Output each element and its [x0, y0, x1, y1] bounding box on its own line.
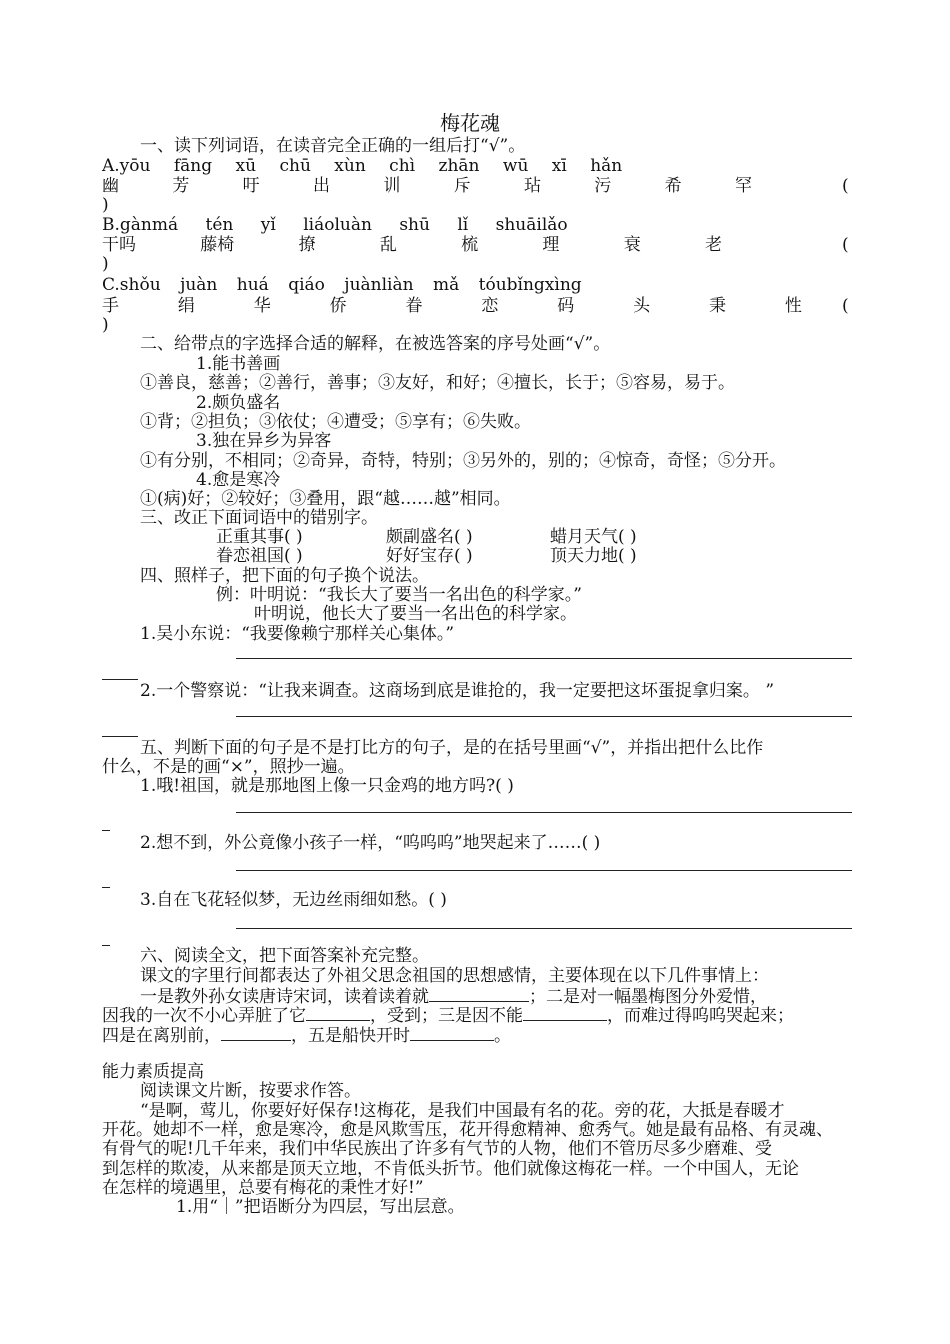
word: 眷	[405, 296, 423, 316]
question-5-1: 1.哦!祖国，就是那地图上像一只金鸡的地方吗?( )	[140, 776, 514, 796]
options-2-3[interactable]: ①有分别，不相同；②奇异，奇特，特别；③另外的，别的；④惊奇，奇怪；⑤分开。	[140, 451, 786, 471]
section-4-heading: 四、照样子，把下面的句子换个说法。	[140, 566, 429, 586]
options-2-4[interactable]: ①(病)好；②较好；③叠用，跟“越……越”相同。	[140, 489, 511, 509]
word: 理	[542, 235, 560, 255]
typo-item[interactable]: 顶天力地( )	[550, 546, 637, 566]
options-2-2[interactable]: ①背；②担负；③依仗；④遭受；⑤享有；⑥失败。	[140, 412, 531, 432]
word: 干吗	[102, 235, 136, 255]
answer-line[interactable]	[236, 812, 852, 813]
word: 手	[102, 296, 119, 316]
answer-paren-close[interactable]: )	[102, 254, 109, 274]
section-6-heading: 六、阅读全文，把下面答案补充完整。	[140, 946, 429, 966]
word: 恋	[481, 296, 499, 316]
answer-line-end[interactable]	[102, 736, 138, 737]
word: 藤椅	[200, 235, 235, 255]
group-c-words	[102, 296, 802, 316]
word: 幽	[102, 176, 119, 196]
example-line-1: 例：叶明说：“我长大了要当一名出色的科学家。”	[216, 585, 582, 605]
question-2-2: 2.颇负盛名	[196, 393, 281, 413]
ability-instruction: 阅读课文片断，按要求作答。	[140, 1081, 361, 1101]
question-4-2: 2.一个警察说：“让我来调查。这商场到底是谁抢的，我一定要把这坏蛋捉拿归案。 ”	[140, 681, 775, 701]
word: 训	[383, 176, 401, 196]
answer-line-end[interactable]	[102, 887, 110, 888]
word: 罕	[734, 176, 752, 196]
answer-line[interactable]	[236, 716, 852, 717]
passage-line: 有骨气的呢!几千年来，我们中华民族出了许多有气节的人物，他们不管历尽多少磨难、受	[102, 1139, 772, 1159]
fill-line-2	[102, 1004, 794, 1026]
fill-blank[interactable]	[410, 1024, 494, 1041]
question-5-2: 2.想不到，外公竟像小孩子一样，“呜呜呜”地哭起来了……( )	[140, 833, 601, 853]
answer-line-end[interactable]	[102, 945, 110, 946]
word: 希	[664, 176, 682, 196]
group-b-pinyin: B.gànmá tén yǐ liáoluàn shū lǐ shuāilǎo	[102, 215, 568, 235]
answer-line[interactable]	[236, 870, 852, 871]
word: 秉	[709, 296, 726, 316]
fill-text: ；二是对一幅墨梅图分外爱惜，	[529, 987, 767, 1007]
word: 码	[557, 296, 575, 316]
section-1-heading: 一、读下列词语，在读音完全正确的一组后打“√”。	[140, 136, 526, 156]
passage-line: 开花。她却不一样，愈是寒冷，愈是风欺雪压，花开得愈精神、愈秀气。她是最有品格、有灵魂、	[102, 1120, 833, 1140]
word: 侨	[329, 296, 347, 316]
word: 衰	[623, 235, 641, 255]
group-b-words	[102, 235, 722, 255]
word: 乱	[379, 235, 397, 255]
fill-text: 四是在离别前，	[102, 1026, 221, 1046]
question-2-1: 1.能书善画	[196, 354, 281, 374]
section-6-intro: 课文的字里行间都表达了外祖父思念祖国的思想感情，主要体现在以下几件事情上：	[140, 966, 769, 986]
fill-blank[interactable]	[306, 1004, 370, 1021]
fill-text: 一是教外孙女读唐诗宋词，读着读着就	[140, 987, 429, 1007]
typo-item[interactable]: 好好宝存( )	[386, 546, 473, 566]
fill-blank[interactable]	[221, 1024, 291, 1041]
typo-item[interactable]: 正重其事( )	[216, 527, 303, 547]
answer-paren-close[interactable]: )	[102, 315, 109, 335]
ability-heading: 能力素质提高	[102, 1062, 204, 1082]
answer-paren-open[interactable]: (	[842, 176, 849, 196]
fill-text: 因我的一次不小心弄脏了它	[102, 1006, 306, 1026]
group-a-words	[102, 176, 752, 196]
answer-paren-close[interactable]: )	[102, 195, 109, 215]
word: 性	[784, 296, 802, 316]
word: 撩	[298, 235, 316, 255]
word: 吁	[242, 176, 260, 196]
ability-question-1: 1.用“｜”把语断分为四层，写出层意。	[176, 1197, 465, 1217]
answer-line[interactable]	[236, 928, 852, 929]
question-2-4: 4.愈是寒冷	[196, 470, 281, 490]
typo-item[interactable]: 颇副盛名( )	[386, 527, 473, 547]
word: 老	[704, 235, 722, 255]
answer-paren-open[interactable]: (	[842, 235, 849, 255]
example-line-2: 叶明说，他长大了要当一名出色的科学家。	[254, 604, 577, 624]
word: 出	[312, 176, 330, 196]
fill-blank[interactable]	[523, 1004, 607, 1021]
fill-text: ，五是船快开时	[291, 1026, 410, 1046]
fill-text: ，而难过得呜呜哭起来；	[607, 1006, 794, 1026]
passage-line: 在怎样的境遇里，总要有梅花的秉性才好!”	[102, 1178, 424, 1198]
section-5-heading: 五、判断下面的句子是不是打比方的句子，是的在括号里画“√”，并指出把什么比作	[140, 738, 764, 758]
answer-line-end[interactable]	[102, 830, 110, 831]
group-c-pinyin: C.shǒu juàn huá qiáo juànliàn mǎ tóubǐngxìng	[102, 275, 582, 295]
fill-blank[interactable]	[429, 985, 529, 1002]
word: 芳	[172, 176, 190, 196]
question-4-1: 1.吴小东说：“我要像赖宁那样关心集体。”	[140, 624, 455, 644]
word: 污	[594, 176, 612, 196]
passage-line: “是啊，莺儿，你要好好保存!这梅花，是我们中国最有名的花。旁的花，大抵是春暖才	[140, 1101, 785, 1121]
passage-line: 到怎样的欺凌，从来都是顶天立地，不肯低头折节。他们就像这梅花一样。一个中国人，无论	[102, 1159, 799, 1179]
word: 绢	[177, 296, 195, 316]
options-2-1[interactable]: ①善良，慈善；②善行，善事；③友好，和好；④擅长，长于；⑤容易，易于。	[140, 373, 735, 393]
word: 华	[253, 296, 271, 316]
section-5-heading-cont: 什么，不是的画“×”，照抄一遍。	[102, 757, 355, 777]
answer-line-end[interactable]	[102, 679, 138, 680]
word: 玷	[523, 176, 541, 196]
typo-item[interactable]: 蜡月天气( )	[550, 527, 637, 547]
word: 头	[633, 296, 651, 316]
section-3-heading: 三、改正下面词语中的错别字。	[140, 508, 378, 528]
answer-paren-open[interactable]: (	[842, 296, 849, 316]
word: 斥	[453, 176, 471, 196]
page-title: 梅花魂	[440, 111, 500, 135]
typo-item[interactable]: 眷恋祖国( )	[216, 546, 303, 566]
fill-line-3	[102, 1024, 511, 1046]
section-2-heading: 二、给带点的字选择合适的解释，在被选答案的序号处画“√”。	[140, 334, 611, 354]
word: 梳	[461, 235, 479, 255]
fill-text: 。	[494, 1026, 511, 1046]
question-5-3: 3.自在飞花轻似梦，无边丝雨细如愁。( )	[140, 890, 447, 910]
fill-text: ，受到；三是因不能	[370, 1006, 523, 1026]
group-a-pinyin: A.yōu fāng xū chū xùn chì zhān wū xī hǎn	[102, 156, 623, 176]
question-2-3: 3.独在异乡为异客	[196, 431, 332, 451]
answer-line[interactable]	[236, 658, 852, 659]
